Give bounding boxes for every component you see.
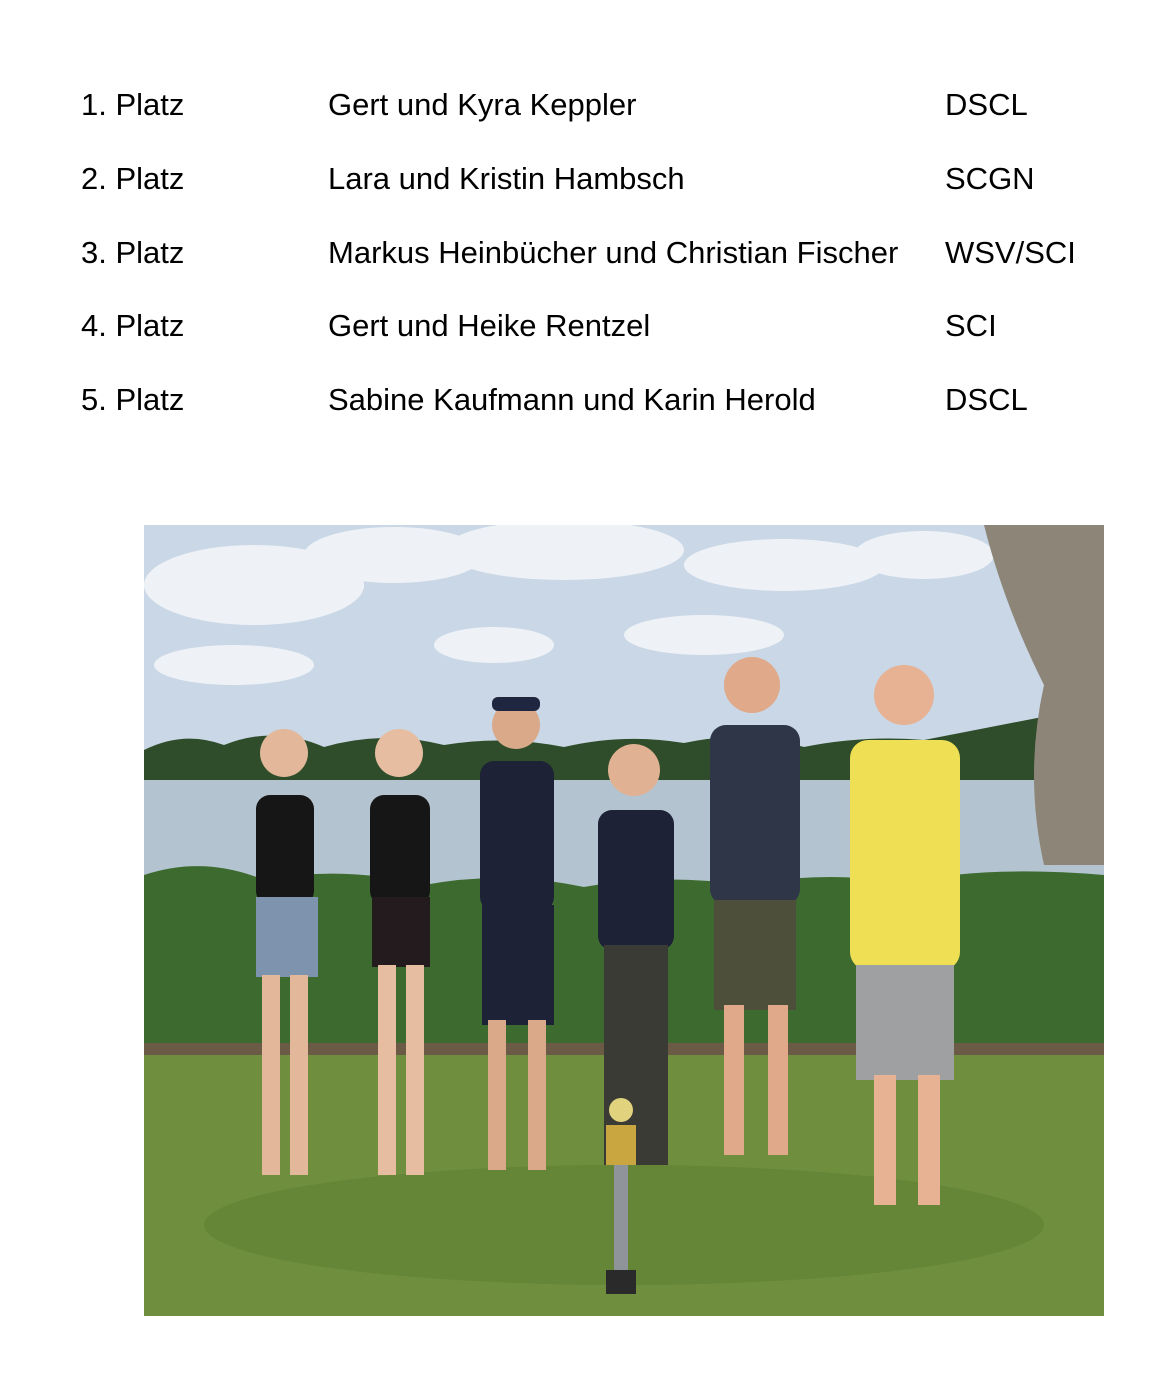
winners-group-photo [144, 525, 1104, 1316]
team-names: Markus Heinbücher und Christian Fischer [328, 235, 899, 270]
club-abbreviation: SCGN [945, 161, 1035, 196]
team-names: Sabine Kaufmann und Karin Herold [328, 382, 816, 417]
team-names: Lara und Kristin Hambsch [328, 161, 685, 196]
result-row [0, 85, 1170, 125]
club-abbreviation: DSCL [945, 87, 1028, 122]
result-row [0, 380, 1170, 420]
photo-illustration [144, 525, 1104, 1316]
team-names: Gert und Kyra Keppler [328, 87, 637, 122]
result-row [0, 306, 1170, 346]
place-label: 3. Platz [81, 235, 185, 270]
result-row [0, 159, 1170, 199]
place-label: 5. Platz [81, 382, 185, 417]
place-label: 4. Platz [81, 308, 185, 343]
place-label: 2. Platz [81, 161, 185, 196]
club-abbreviation: DSCL [945, 382, 1028, 417]
club-abbreviation: SCI [945, 308, 997, 343]
team-names: Gert und Heike Rentzel [328, 308, 651, 343]
result-row [0, 233, 1170, 273]
place-label: 1. Platz [81, 87, 185, 122]
club-abbreviation: WSV/SCI [945, 235, 1076, 270]
